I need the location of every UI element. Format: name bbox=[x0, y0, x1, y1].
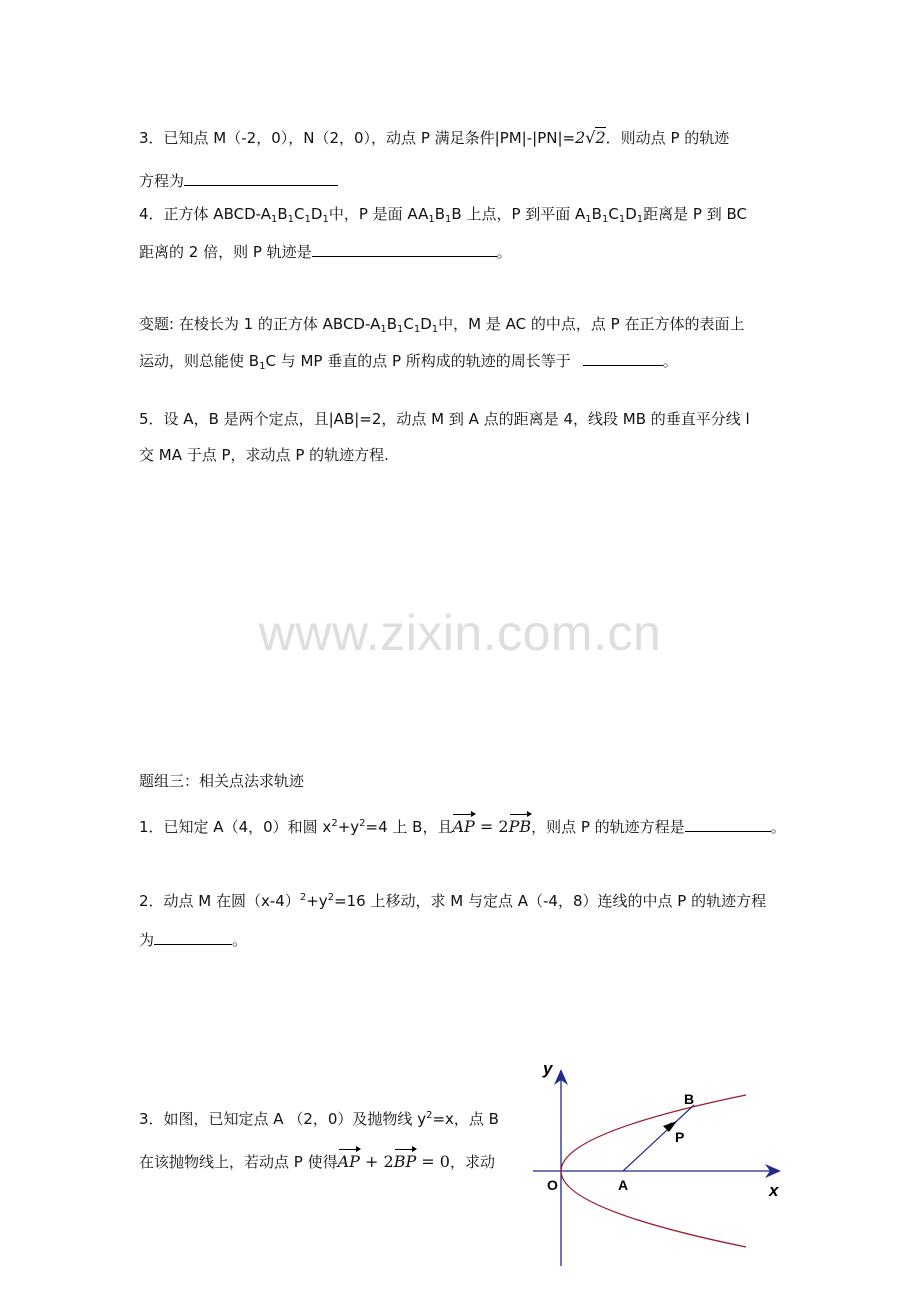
problem-3-line-1: 3．已知点 M（-2，0），N（2，0），动点 P 满足条件|PM|-|PN|=2√2．则动点 P 的轨迹 bbox=[139, 128, 730, 147]
group-3-problem-2-line-1: 2．动点 M 在圆$(x-4)^2+y^2=16$ 上移动，求 M 与定点 A（-4，8）连线的中点 P 的轨迹方程 bbox=[139, 892, 767, 910]
vector-equation: AP + 2BP = 0 bbox=[337, 1152, 450, 1171]
vector-ap: AP bbox=[452, 817, 475, 836]
label-a: A bbox=[618, 1177, 629, 1193]
vector-equation: AP = 2PB bbox=[452, 817, 532, 836]
group-3-problem-2-line-2: 为 。 bbox=[139, 931, 248, 949]
problem-4-line-2: 距离的 2 倍，则 P 轨迹是 。 bbox=[139, 243, 512, 261]
label-x: x bbox=[769, 1181, 779, 1200]
variant-line-1: 变题: 在棱长为 1 的正方体 ABCD-$A_1B_1C_1D_1$中，M 是 AC 的中点，点 P 在正方体的表面上 bbox=[139, 315, 745, 335]
problem-5-line-1: 5．设 A，B 是两个定点，且|AB|=2，动点 M 到 A 点的距离是 4，线段 MB 的垂直平分线 l bbox=[139, 410, 750, 428]
vector-bp: BP bbox=[393, 1152, 417, 1171]
answer-blank[interactable] bbox=[583, 350, 663, 366]
variant-line-2: 运动，则总能使 $B_1C$ 与 MP 垂直的点 P 所构成的轨迹的周长等于 。 bbox=[139, 352, 678, 372]
problem-4-line-1: 4．正方体 ABCD-$A_1B_1C_1D_1$中，P 是面 $AA_1B_1B$ 上点，P 到平面 $A_1B_1C_1D_1$距离是 P 到 BC bbox=[139, 205, 747, 225]
watermark: www.zixin.com.cn bbox=[258, 605, 662, 661]
group-3-problem-3-line-2: 在该抛物线上，若动点 P 使得AP + 2BP = 0，求动 bbox=[139, 1152, 495, 1171]
problem-5-line-2: 交 MA 于点 P，求动点 P 的轨迹方程. bbox=[139, 446, 389, 464]
answer-blank[interactable] bbox=[685, 816, 771, 832]
parabola-figure bbox=[525, 1055, 790, 1270]
group-3-title: 题组三：相关点法求轨迹 bbox=[139, 772, 305, 790]
answer-blank[interactable] bbox=[184, 170, 338, 186]
vector-pb: PB bbox=[508, 817, 532, 836]
label-o: O bbox=[547, 1177, 558, 1193]
problem-3-line-2: 方程为 bbox=[139, 170, 338, 191]
vector-ap: AP bbox=[337, 1152, 360, 1171]
sqrt-expression: 2√2 bbox=[575, 128, 606, 147]
label-b: B bbox=[684, 1091, 695, 1107]
group-3-problem-3-line-1: 3．如图，已知定点 A （2，0）及抛物线 $y^2=x$，点 B bbox=[139, 1110, 499, 1128]
answer-blank[interactable] bbox=[312, 241, 497, 257]
label-p: P bbox=[675, 1129, 685, 1145]
group-3-problem-1: 1．已知定 A（4，0）和圆 $x^2+y^2=4$ 上 B，且AP = 2PB，则点 P 的轨迹方程是 。 bbox=[139, 817, 786, 836]
point-p bbox=[669, 1123, 673, 1127]
label-y: y bbox=[543, 1059, 553, 1078]
sqrt-sign: √ bbox=[585, 128, 596, 147]
answer-blank[interactable] bbox=[154, 929, 232, 945]
